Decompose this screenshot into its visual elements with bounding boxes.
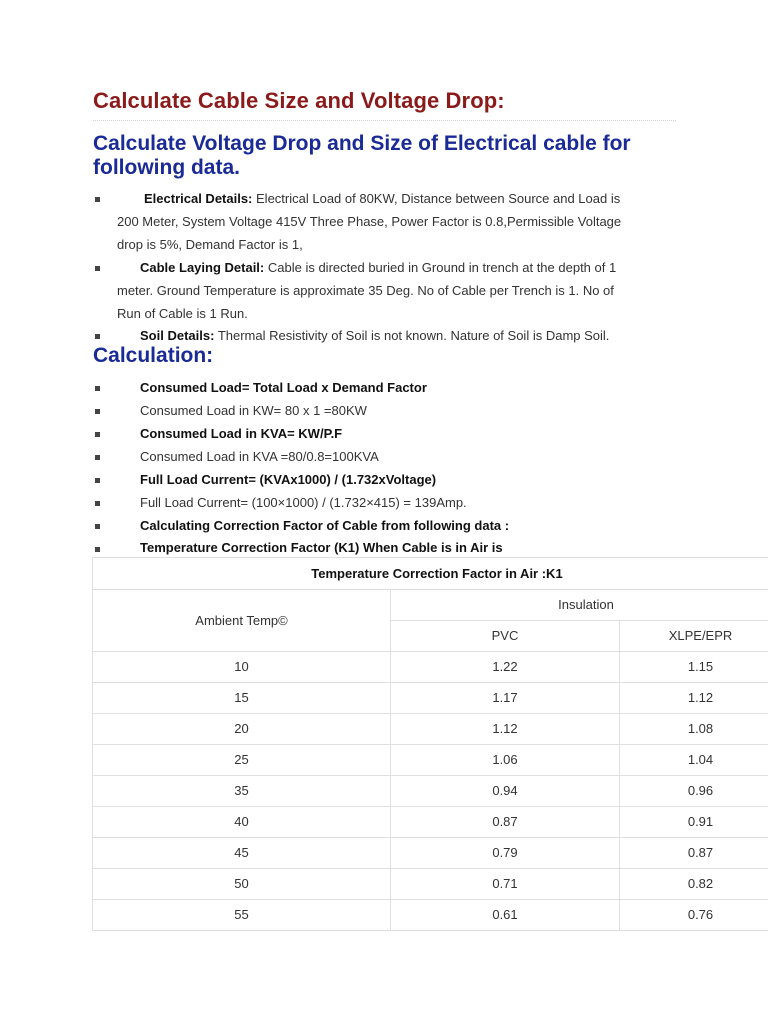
table-cell: 0.76 bbox=[620, 900, 768, 931]
table-cell: 20 bbox=[93, 714, 391, 745]
title-divider bbox=[93, 120, 676, 121]
item-text: 200 Meter, System Voltage 415V Three Phase, Power Factor is 0.8,Permissible Voltage bbox=[117, 214, 622, 229]
calculation-heading: Calculation: bbox=[93, 344, 214, 367]
correction-factor-table bbox=[92, 557, 768, 931]
table-cell: 0.79 bbox=[391, 838, 620, 869]
table-cell: 1.12 bbox=[620, 683, 768, 714]
calc-step: Full Load Current= (KVAx1000) / (1.732xVoltage) bbox=[140, 472, 437, 487]
table-cell: 0.71 bbox=[391, 869, 620, 900]
bullet-icon bbox=[95, 432, 100, 437]
table-cell: 0.94 bbox=[391, 776, 620, 807]
table-cell: 50 bbox=[93, 869, 391, 900]
table-cell: 45 bbox=[93, 838, 391, 869]
table-cell: 10 bbox=[93, 652, 391, 683]
item-text: drop is 5%, Demand Factor is 1, bbox=[117, 237, 303, 252]
table-cell: 0.87 bbox=[620, 838, 768, 869]
table-row bbox=[93, 900, 768, 931]
calc-step: Consumed Load in KVA= KW/P.F bbox=[140, 426, 343, 441]
list-item-soil bbox=[140, 328, 609, 344]
section-heading: Calculate Voltage Drop and Size of Electrical cable for following data. bbox=[93, 132, 631, 179]
item-text: Electrical Load of 80KW, Distance between Source and Load is bbox=[256, 191, 621, 206]
table-cell: 35 bbox=[93, 776, 391, 807]
item-label: Cable Laying Detail: bbox=[140, 260, 265, 275]
table-cell: 40 bbox=[93, 807, 391, 838]
bullet-icon bbox=[95, 197, 100, 202]
table-row bbox=[93, 838, 768, 869]
item-text: meter. Ground Temperature is approximate 35 Deg. No of Cable per Trench is 1. No of bbox=[117, 283, 614, 298]
item-label: Electrical Details: bbox=[144, 191, 253, 206]
table-row bbox=[93, 869, 768, 900]
xlpe-header: XLPE/EPR bbox=[620, 621, 768, 652]
bullet-icon bbox=[95, 547, 100, 552]
calc-step: Full Load Current= (100×1000) / (1.732×415) = 139Amp. bbox=[140, 495, 467, 510]
table-cell: 1.08 bbox=[620, 714, 768, 745]
table-cell: 0.61 bbox=[391, 900, 620, 931]
table-cell: 1.22 bbox=[391, 652, 620, 683]
table-cell: 0.87 bbox=[391, 807, 620, 838]
ambient-temp-header: Ambient Temp© bbox=[93, 590, 391, 652]
table-cell: 1.06 bbox=[391, 745, 620, 776]
table-cell: 15 bbox=[93, 683, 391, 714]
bullet-icon bbox=[95, 409, 100, 414]
item-text: Run of Cable is 1 Run. bbox=[117, 306, 248, 321]
bullet-icon bbox=[95, 478, 100, 483]
table-cell: 1.12 bbox=[391, 714, 620, 745]
table-cell: 1.04 bbox=[620, 745, 768, 776]
pvc-header: PVC bbox=[391, 621, 620, 652]
list-item-cable-laying bbox=[140, 260, 616, 276]
bullet-icon bbox=[95, 524, 100, 529]
calc-step: Consumed Load in KW= 80 x 1 =80KW bbox=[140, 403, 367, 418]
calc-step: Consumed Load= Total Load x Demand Factor bbox=[140, 380, 427, 395]
table-cell: 55 bbox=[93, 900, 391, 931]
table-row bbox=[93, 745, 768, 776]
table-row bbox=[93, 714, 768, 745]
bullet-icon bbox=[95, 501, 100, 506]
table-row bbox=[93, 683, 768, 714]
calc-step: Calculating Correction Factor of Cable from following data : bbox=[140, 518, 510, 533]
bullet-icon bbox=[95, 334, 100, 339]
bullet-icon bbox=[95, 266, 100, 271]
bullet-icon bbox=[95, 386, 100, 391]
table-cell: 0.96 bbox=[620, 776, 768, 807]
table-row bbox=[93, 652, 768, 683]
list-item-electrical bbox=[144, 191, 620, 207]
item-label: Soil Details: bbox=[140, 328, 215, 343]
insulation-header: Insulation bbox=[391, 590, 768, 621]
item-text: Cable is directed buried in Ground in trench at the depth of 1 bbox=[267, 260, 617, 275]
table-row bbox=[93, 776, 768, 807]
table-cell: 25 bbox=[93, 745, 391, 776]
table-caption: Temperature Correction Factor in Air :K1 bbox=[93, 558, 768, 590]
item-text: Thermal Resistivity of Soil is not known. Nature of Soil is Damp Soil. bbox=[217, 328, 610, 343]
table-cell: 1.15 bbox=[620, 652, 768, 683]
bullet-icon bbox=[95, 455, 100, 460]
table-row bbox=[93, 807, 768, 838]
calc-step: Temperature Correction Factor (K1) When Cable is in Air is bbox=[140, 540, 503, 555]
calc-step: Consumed Load in KVA =80/0.8=100KVA bbox=[140, 449, 379, 464]
table-cell: 1.17 bbox=[391, 683, 620, 714]
table-cell: 0.82 bbox=[620, 869, 768, 900]
page-title: Calculate Cable Size and Voltage Drop: bbox=[93, 88, 505, 113]
table-cell: 0.91 bbox=[620, 807, 768, 838]
